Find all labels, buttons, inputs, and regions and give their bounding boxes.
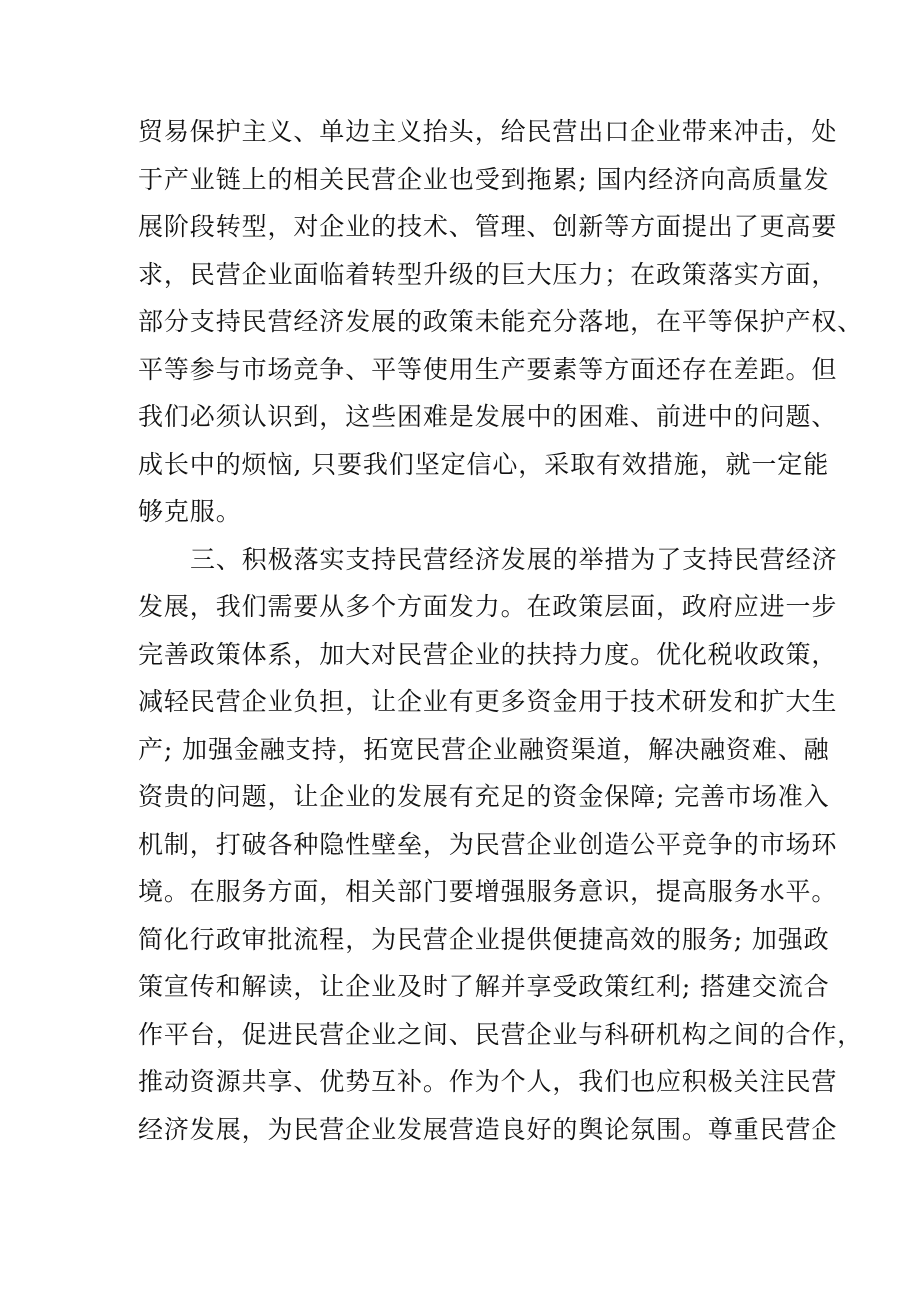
text-line: 发展，我们需要从多个方面发力。在政策层面，政府应进一步 xyxy=(138,592,838,621)
text-line: 部分支持民营经济发展的政策未能充分落地，在平等保护产权、 xyxy=(138,307,864,336)
text-line: 我们必须认识到，这些困难是发展中的困难、前进中的问题、 xyxy=(138,402,838,431)
paragraph-2 xyxy=(138,536,864,1154)
text-line: 贸易保护主义、单边主义抬头，给民营出口企业带来冲击，处 xyxy=(138,117,838,146)
text-line: 策宣传和解读，让企业及时了解并享受政策红利; 搭建交流合 xyxy=(138,972,830,1001)
text-line: 展阶段转型，对企业的技术、管理、创新等方面提出了更高要 xyxy=(138,212,838,241)
text-line: 机制，打破各种隐性壁垒，为民营企业创造公平竞争的市场环 xyxy=(138,829,838,859)
text-line: 作平台，促进民营企业之间、民营企业与科研机构之间的合作， xyxy=(138,1019,864,1049)
text-line: 减轻民营企业负担，让企业有更多资金用于技术研发和扩大生 xyxy=(138,687,838,716)
paragraph-1 xyxy=(138,108,864,536)
text-line: 简化行政审批流程，为民营企业提供便捷高效的服务; 加强政 xyxy=(138,924,830,954)
document-body xyxy=(138,108,864,1153)
text-line: 境。在服务方面，相关部门要增强服务意识，提高服务水平。 xyxy=(138,877,838,906)
text-line: 于产业链上的相关民营企业也受到拖累; 国内经济向高质量发 xyxy=(138,164,830,194)
text-line: 求，民营企业面临着转型升级的巨大压力；在政策落实方面， xyxy=(138,259,838,289)
text-line: 推动资源共享、优势互补。作为个人，我们也应积极关注民营 xyxy=(138,1067,838,1096)
text-line: 经济发展，为民营企业发展营造良好的舆论氛围。尊重民营企 xyxy=(138,1114,838,1144)
text-line: 完善政策体系，加大对民营企业的扶持力度。优化税收政策， xyxy=(138,639,838,669)
text-line: 产; 加强金融支持，拓宽民营企业融资渠道，解决融资难、融 xyxy=(138,734,830,764)
text-line: 平等参与市场竞争、平等使用生产要素等方面还存在差距。但 xyxy=(138,354,838,384)
section-heading-line: 三、积极落实支持民营经济发展的举措为了支持民营经济 xyxy=(190,544,838,574)
text-line: 成长中的烦恼, 只要我们坚定信心，采取有效措施，就一定能 xyxy=(138,449,830,479)
text-line: 够克服。 xyxy=(138,497,242,526)
text-line: 资贵的问题，让企业的发展有充足的资金保障; 完善市场准入 xyxy=(138,782,830,811)
